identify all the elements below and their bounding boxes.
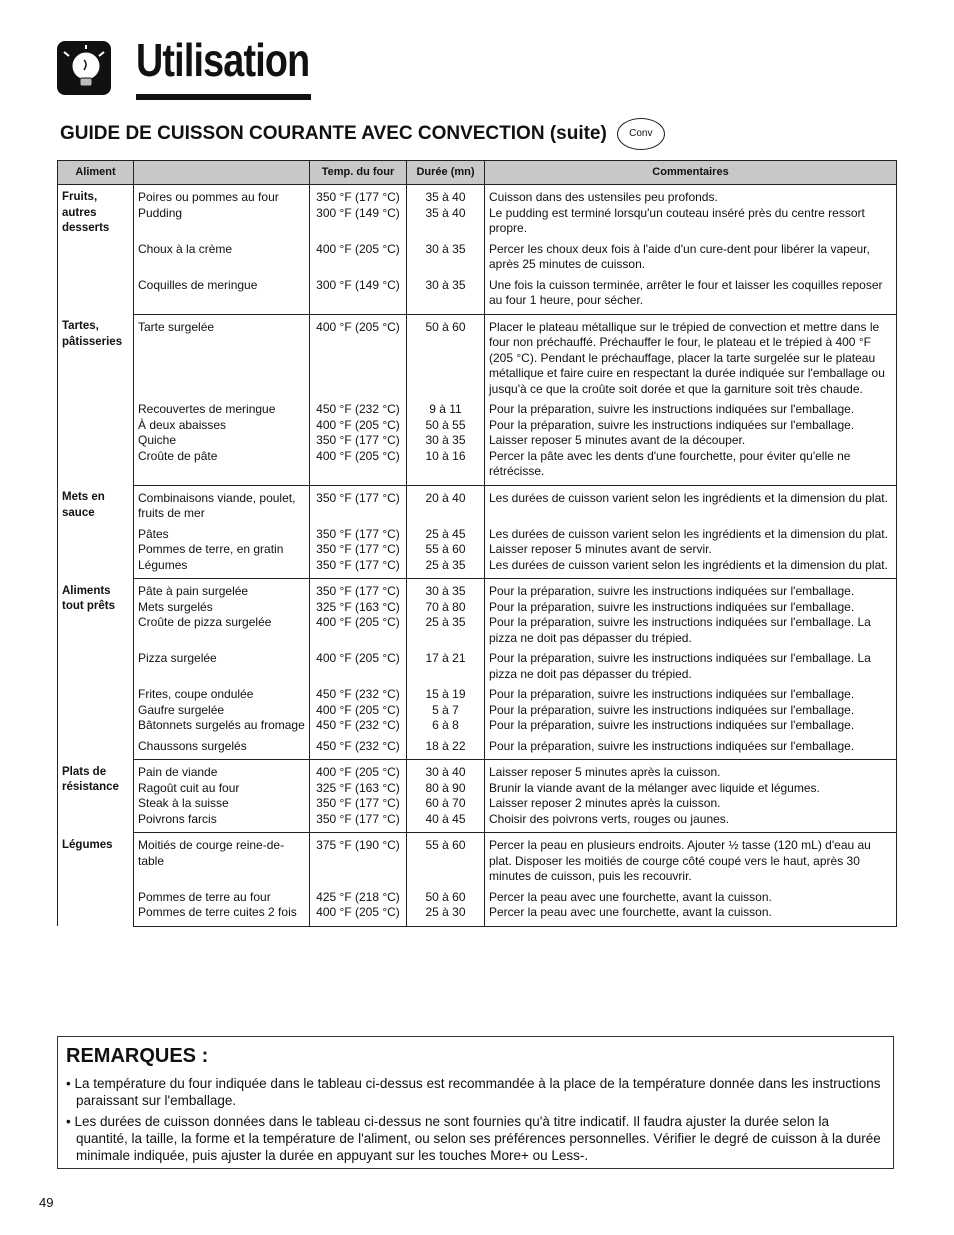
comment: Les durées de cuisson varient selon les ingrédients et la dimension du plat.: [485, 558, 897, 579]
comment: Choisir des poivrons verts, rouges ou jaunes.: [485, 812, 897, 833]
comment: Percer les choux deux fois à l'aide d'un cure-dent pour libérer la vapeur, après 25 minutes de cuisson.: [485, 237, 897, 273]
oven-temp: 400 °F (205 °C): [310, 418, 407, 434]
oven-temp: 325 °F (163 °C): [310, 600, 407, 616]
comment: Pour la préparation, suivre les instructions indiquées sur l'emballage.: [485, 718, 897, 734]
oven-temp: 450 °F (232 °C): [310, 682, 407, 703]
food-item: Pizza surgelée: [134, 646, 310, 682]
oven-temp: 400 °F (205 °C): [310, 237, 407, 273]
cook-time: 60 à 70: [407, 796, 485, 812]
comment: Pour la préparation, suivre les instructions indiquées sur l'emballage.: [485, 418, 897, 434]
comment: Percer la peau en plusieurs endroits. Ajouter ½ tasse (120 mL) d'eau au plat. Disposer les moitiés de courge côté coupé vers le haut, après 30 minutes de cuisson, puis les recouvrir.: [485, 833, 897, 885]
comment: Pour la préparation, suivre les instructions indiquées sur l'emballage.: [485, 579, 897, 600]
food-item: Croûte de pizza surgelée: [134, 615, 310, 646]
oven-temp: 350 °F (177 °C): [310, 542, 407, 558]
comment: Percer la pâte avec les dents d'une fourchette, pour éviter qu'elle ne rétrécisse.: [485, 449, 897, 486]
food-item: Chaussons surgelés: [134, 734, 310, 760]
comment: Pour la préparation, suivre les instructions indiquées sur l'emballage.: [485, 682, 897, 703]
food-item: Croûte de pâte: [134, 449, 310, 486]
food-category: Légumes: [58, 833, 134, 927]
lightbulb-icon: [56, 40, 112, 96]
section-title-text: GUIDE DE CUISSON COURANTE AVEC CONVECTION (suite): [60, 123, 607, 144]
oven-temp: 400 °F (205 °C): [310, 314, 407, 397]
oven-temp: 350 °F (177 °C): [310, 812, 407, 833]
food-item: Combinaisons viande, poulet, fruits de mer: [134, 485, 310, 522]
oven-temp: 450 °F (232 °C): [310, 734, 407, 760]
food-item: Mets surgelés: [134, 600, 310, 616]
table-row: [58, 433, 897, 449]
comment: Les durées de cuisson varient selon les ingrédients et la dimension du plat.: [485, 522, 897, 543]
cook-time: 18 à 22: [407, 734, 485, 760]
comment: Pour la préparation, suivre les instructions indiquées sur l'emballage.: [485, 600, 897, 616]
comment: Pour la préparation, suivre les instructions indiquées sur l'emballage. La pizza ne doit pas dépasser du trépied.: [485, 646, 897, 682]
cook-time: 80 à 90: [407, 781, 485, 797]
food-item: Pâte à pain surgelée: [134, 579, 310, 600]
food-item: Tarte surgelée: [134, 314, 310, 397]
table-row: [58, 314, 897, 397]
cook-time: 30 à 40: [407, 760, 485, 781]
food-item: À deux abaisses: [134, 418, 310, 434]
food-category: Plats de résistance: [58, 760, 134, 833]
table-row: [58, 185, 897, 206]
comment: Le pudding est terminé lorsqu'un couteau inséré près du centre ressort propre.: [485, 206, 897, 237]
comment: Pour la préparation, suivre les instructions indiquées sur l'emballage.: [485, 734, 897, 760]
conv-badge: Conv: [617, 118, 665, 150]
cook-time: 15 à 19: [407, 682, 485, 703]
table-row: [58, 734, 897, 760]
oven-temp: 400 °F (205 °C): [310, 760, 407, 781]
table-row: [58, 812, 897, 833]
cook-time: 6 à 8: [407, 718, 485, 734]
oven-temp: 325 °F (163 °C): [310, 781, 407, 797]
oven-temp: 400 °F (205 °C): [310, 646, 407, 682]
comment: Percer la peau avec une fourchette, avant la cuisson.: [485, 885, 897, 906]
cook-time: 55 à 60: [407, 833, 485, 885]
header-time: Durée (mn): [407, 161, 485, 185]
oven-temp: 450 °F (232 °C): [310, 718, 407, 734]
cook-time: 40 à 45: [407, 812, 485, 833]
header-food: Aliment: [58, 161, 134, 185]
oven-temp: 350 °F (177 °C): [310, 185, 407, 206]
cook-time: 10 à 16: [407, 449, 485, 486]
page-number: 49: [39, 1195, 54, 1210]
oven-temp: 350 °F (177 °C): [310, 558, 407, 579]
table-row: [58, 418, 897, 434]
food-item: Choux à la crème: [134, 237, 310, 273]
oven-temp: 375 °F (190 °C): [310, 833, 407, 885]
food-item: Pommes de terre cuites 2 fois: [134, 905, 310, 926]
cook-time: 70 à 80: [407, 600, 485, 616]
food-item: Poires ou pommes au four: [134, 185, 310, 206]
comment: Placer le plateau métallique sur le trépied de convection et mettre dans le four non préchauffé. Préchauffer le four, le plateau et le trépied à 400 °F (205 °C). Pendant le préchauffage, placer la tarte surgelée sur le plateau métallique et faire cuire en respectant la durée indiquée sur l'emballage ou jusqu'à ce que la croûte soit dorée et que la garniture soit très chaude.: [485, 314, 897, 397]
table-row: [58, 682, 897, 703]
comment: Pour la préparation, suivre les instructions indiquées sur l'emballage.: [485, 703, 897, 719]
oven-temp: 350 °F (177 °C): [310, 485, 407, 522]
cooking-guide-table: [57, 160, 897, 927]
title-rule: [136, 94, 311, 100]
oven-temp: 350 °F (177 °C): [310, 522, 407, 543]
comment: Pour la préparation, suivre les instructions indiquées sur l'emballage. La pizza ne doit pas dépasser du trépied.: [485, 615, 897, 646]
table-row: [58, 397, 897, 418]
cook-time: 25 à 35: [407, 615, 485, 646]
header-item: [134, 161, 310, 185]
notes-title: REMARQUES :: [66, 1045, 209, 1067]
comment: Laisser reposer 2 minutes après la cuisson.: [485, 796, 897, 812]
comment: Les durées de cuisson varient selon les ingrédients et la dimension du plat.: [485, 485, 897, 522]
table-row: [58, 796, 897, 812]
comment: Percer la peau avec une fourchette, avant la cuisson.: [485, 905, 897, 926]
comment: Laisser reposer 5 minutes après la cuisson.: [485, 760, 897, 781]
cook-time: 30 à 35: [407, 237, 485, 273]
table-row: [58, 703, 897, 719]
header-temp: Temp. du four: [310, 161, 407, 185]
food-item: Gaufre surgelée: [134, 703, 310, 719]
food-item: Quiche: [134, 433, 310, 449]
table-row: [58, 615, 897, 646]
comment: Cuisson dans des ustensiles peu profonds.: [485, 185, 897, 206]
oven-temp: 350 °F (177 °C): [310, 796, 407, 812]
cook-time: 25 à 45: [407, 522, 485, 543]
table-row: [58, 558, 897, 579]
section-title: [60, 118, 665, 150]
cook-time: 30 à 35: [407, 579, 485, 600]
food-item: Pâtes: [134, 522, 310, 543]
table-row: [58, 885, 897, 906]
cook-time: 25 à 30: [407, 905, 485, 926]
food-item: Bâtonnets surgelés au fromage: [134, 718, 310, 734]
page-title: Utilisation: [136, 34, 310, 86]
oven-temp: 350 °F (177 °C): [310, 579, 407, 600]
table-body: [58, 185, 897, 927]
cook-time: 9 à 11: [407, 397, 485, 418]
cook-time: 30 à 35: [407, 273, 485, 315]
header-comments: Commentaires: [485, 161, 897, 185]
food-item: Pommes de terre au four: [134, 885, 310, 906]
note-item: • La température du four indiquée dans le tableau ci-dessus est recommandée à la place de la température donnée dans les instructions paraissant sur l'emballage.: [66, 1076, 881, 1108]
food-item: Pain de viande: [134, 760, 310, 781]
food-item: Steak à la suisse: [134, 796, 310, 812]
oven-temp: 450 °F (232 °C): [310, 397, 407, 418]
food-item: Moitiés de courge reine-de-table: [134, 833, 310, 885]
table-row: [58, 833, 897, 885]
cook-time: 55 à 60: [407, 542, 485, 558]
food-category: Tartes, pâtisseries: [58, 314, 134, 485]
table-row: [58, 237, 897, 273]
table-row: [58, 542, 897, 558]
food-item: Légumes: [134, 558, 310, 579]
page-header: [56, 36, 326, 106]
table-row: [58, 522, 897, 543]
table-row: [58, 600, 897, 616]
comment: Laisser reposer 5 minutes avant de servir.: [485, 542, 897, 558]
table-row: [58, 579, 897, 600]
comment: Brunir la viande avant de la mélanger avec liquide et légumes.: [485, 781, 897, 797]
food-item: Ragoût cuit au four: [134, 781, 310, 797]
oven-temp: 400 °F (205 °C): [310, 449, 407, 486]
food-item: Recouvertes de meringue: [134, 397, 310, 418]
table-row: [58, 206, 897, 237]
cook-time: 5 à 7: [407, 703, 485, 719]
comment: Pour la préparation, suivre les instructions indiquées sur l'emballage.: [485, 397, 897, 418]
comment: Laisser reposer 5 minutes avant de la découper.: [485, 433, 897, 449]
table-header-row: [58, 161, 897, 185]
food-item: Pudding: [134, 206, 310, 237]
table-row: [58, 485, 897, 522]
cook-time: 30 à 35: [407, 433, 485, 449]
cook-time: 20 à 40: [407, 485, 485, 522]
table-row: [58, 760, 897, 781]
food-item: Poivrons farcis: [134, 812, 310, 833]
food-item: Pommes de terre, en gratin: [134, 542, 310, 558]
comment: Une fois la cuisson terminée, arrêter le four et laisser les coquilles reposer au four 1 heure, pour sécher.: [485, 273, 897, 315]
cook-time: 35 à 40: [407, 185, 485, 206]
food-item: Coquilles de meringue: [134, 273, 310, 315]
oven-temp: 350 °F (177 °C): [310, 433, 407, 449]
food-item: Frites, coupe ondulée: [134, 682, 310, 703]
oven-temp: 400 °F (205 °C): [310, 905, 407, 926]
notes-box: [57, 1036, 894, 1169]
oven-temp: 400 °F (205 °C): [310, 615, 407, 646]
oven-temp: 425 °F (218 °C): [310, 885, 407, 906]
food-category: Mets en sauce: [58, 485, 134, 579]
cook-time: 50 à 60: [407, 885, 485, 906]
table-row: [58, 781, 897, 797]
oven-temp: 300 °F (149 °C): [310, 206, 407, 237]
food-category: Aliments tout prêts: [58, 579, 134, 760]
table-row: [58, 449, 897, 486]
cook-time: 25 à 35: [407, 558, 485, 579]
oven-temp: 300 °F (149 °C): [310, 273, 407, 315]
cook-time: 35 à 40: [407, 206, 485, 237]
table-row: [58, 273, 897, 315]
table-row: [58, 905, 897, 926]
table-row: [58, 718, 897, 734]
table-row: [58, 646, 897, 682]
oven-temp: 400 °F (205 °C): [310, 703, 407, 719]
note-item: • Les durées de cuisson données dans le tableau ci-dessus ne sont fournies qu'à titre indicatif. Il faudra ajuster la durée selon la quantité, la taille, la forme et la température de l'aliment, ou selon ses préférences personnelles. Vérifier le degré de cuisson à la durée minimale indiquée, puis ajuster la durée en appuyant sur les touches More+ ou Less-.: [66, 1114, 881, 1163]
cook-time: 17 à 21: [407, 646, 485, 682]
food-category: Fruits, autres desserts: [58, 185, 134, 315]
cook-time: 50 à 55: [407, 418, 485, 434]
cook-time: 50 à 60: [407, 314, 485, 397]
